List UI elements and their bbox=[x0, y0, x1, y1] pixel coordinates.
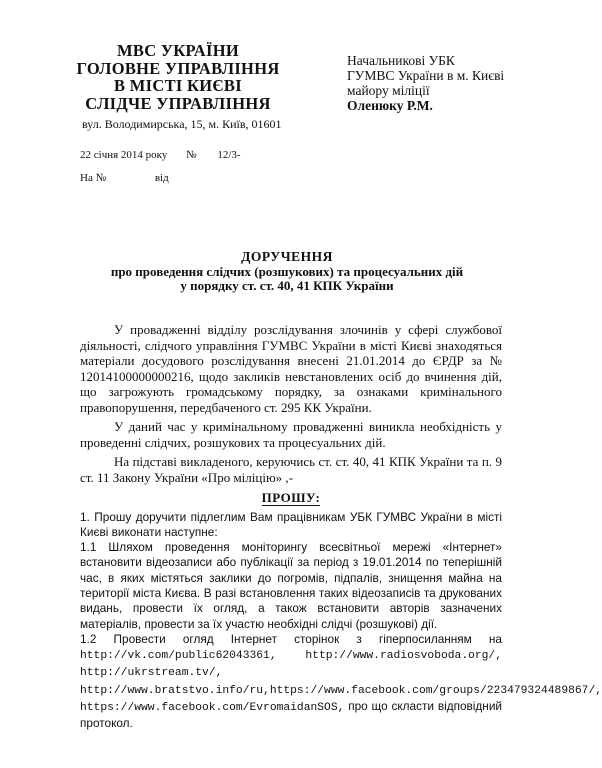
reference-line bbox=[80, 172, 169, 184]
title-main: ДОРУЧЕННЯ bbox=[241, 249, 333, 264]
outgoing-date-line bbox=[80, 149, 241, 161]
request-item: 1.1 Шляхом проведення моніторингу всесвітньої мережі «Інтернет» встановити відеозаписи або публікації за період з 19.01.2014 по теперішній час, в яких містяться заклики до погромів, підпалів, знищення майна на території міста Києва. В разі встановлення таких відеозаписів та друкованих видань, провести їх огляд, а також встановити авторів зазначених матеріалів, провести за їх участю необхідні слідчі (розшукові) дії. bbox=[80, 540, 502, 631]
letterhead-line: В МІСТІ КИЄВІ bbox=[114, 76, 242, 95]
reference-number-label: На № bbox=[80, 172, 107, 184]
outgoing-date: 22 січня 2014 року bbox=[80, 149, 168, 161]
recipient-name: Оленюку Р.М. bbox=[347, 98, 433, 113]
body-paragraph: У даний час у кримінальному провадженні виникла необхідність у проведенні слідчих, розшукових та процесуальних дій. bbox=[80, 419, 502, 450]
request-item-text: 1.2 Провести огляд Інтернет сторінок з гіперпосиланням на bbox=[80, 631, 502, 646]
letterhead-line: СЛІДЧЕ УПРАВЛІННЯ bbox=[85, 93, 271, 113]
recipient-line: ГУМВС України в м. Києві bbox=[347, 68, 505, 83]
request-heading bbox=[80, 490, 502, 506]
document-title bbox=[60, 250, 514, 294]
recipient-line: майору міліції bbox=[347, 83, 430, 98]
reference-from-label: від bbox=[154, 172, 169, 184]
outgoing-number: 12/3- bbox=[217, 149, 241, 161]
recipient-line: Начальникові УБК bbox=[347, 53, 455, 68]
letterhead-address: вул. Володимирська, 15, м. Київ, 01601 bbox=[82, 117, 282, 131]
document-body bbox=[80, 322, 602, 732]
recipient-block bbox=[347, 53, 504, 113]
hyperlink-list: http://vk.com/public62043361, http://www.radiosvoboda.org/, http://ukrstream.tv/, http://www.bratstvo.info/ru,https://www.facebook.com/groups/223479324489867/, https://www.facebook.com/EvromaidanSOS, bbox=[80, 650, 602, 715]
request-item: 1. Прошу доручити підлеглим Вам працівникам УБК ГУМВС України в місті Києві виконати наступне: bbox=[80, 509, 502, 539]
title-subtitle: про проведення слідчих (розшукових) та процесуальних дій bbox=[110, 263, 464, 279]
body-paragraph: На підставі викладеного, керуючись ст. ст. 40, 41 КПК України та п. 9 ст. 11 Закону України «Про міліцію» ,- bbox=[80, 454, 502, 485]
title-subtitle-article: у порядку ст. ст. 40, 41 КПК України bbox=[180, 278, 394, 293]
request-heading-text: ПРОШУ: bbox=[261, 490, 321, 505]
request-item bbox=[80, 631, 602, 732]
letterhead-organization bbox=[62, 42, 294, 112]
request-item-text: про що скласти відповідний протокол. bbox=[80, 699, 502, 731]
letterhead-line: МВС УКРАЇНИ bbox=[117, 41, 239, 60]
outgoing-number-label: № bbox=[186, 149, 197, 161]
letterhead-line: ГОЛОВНЕ УПРАВЛІННЯ bbox=[76, 58, 280, 78]
body-paragraph: У провадженні відділу розслідування злочинів у сфері службової діяльності, слідчого управління ГУМВС України в місті Києві знаходяться матеріали досудового розслідування внесені 21.01.2014 до ЄРДР за № 12014100000000216, щодо закликів невстановлених осіб до вчинення дій, що загрожують громадському порядку, за ознаками кримінального правопорушення, передбаченого ст. 295 КК України. bbox=[80, 322, 502, 415]
